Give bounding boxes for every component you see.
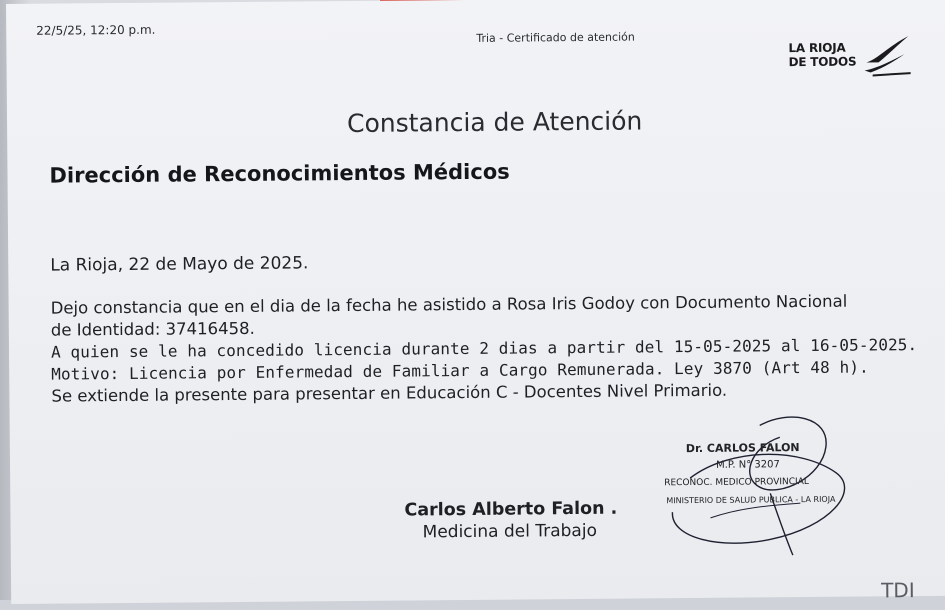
cropped-footer-text: TDI [881, 578, 915, 603]
body-line: Se extiende la presente para presentar en Educación C - Docentes Nivel Primario. [51, 380, 728, 406]
stamp-line: MINISTERIO DE SALUD PUBLICA - LA RIOJA [666, 494, 836, 506]
body-line: Dejo constancia que en el dia de la fecha he asistido a Rosa Iris Godoy con Documento Nacional [50, 291, 848, 318]
logo-swoosh-icon [858, 32, 918, 79]
stamp-line: RECONOC. MEDICO PROVINCIAL [664, 477, 809, 489]
print-doc-label: Tria - Certificado de atención [476, 30, 635, 45]
doctor-stamp [650, 407, 861, 559]
place-date: La Rioja, 22 de Mayo de 2025. [50, 253, 309, 276]
logo-line1: LA RIOJA [788, 40, 846, 56]
stamp-line: Dr. CARLOS FALON [685, 441, 800, 456]
certificate-body [51, 290, 918, 408]
document-page [6, 0, 945, 604]
body-line: de Identidad: 37416458. [50, 318, 255, 340]
stamp-line: M.P. N° 3207 [716, 459, 780, 471]
logo-line2: DE TODOS [788, 54, 857, 70]
document-title: Constancia de Atención [346, 106, 643, 139]
la-rioja-logo [788, 40, 918, 81]
body-line: A quien se le ha concedido licencia durante 2 dias a partir del 15-05-2025 al 16-05-2025. [50, 335, 918, 362]
signatory-role: Medicina del Trabajo [422, 520, 598, 543]
body-line: Motivo: Licencia por Enfermedad de Familiar a Cargo Remunerada. Ley 3870 (Art 48 h). [51, 357, 869, 384]
print-datetime: 22/5/25, 12:20 p.m. [36, 22, 156, 38]
signatory-name: Carlos Alberto Falon . [404, 498, 618, 521]
organization-heading: Dirección de Reconocimientos Médicos [49, 159, 510, 188]
